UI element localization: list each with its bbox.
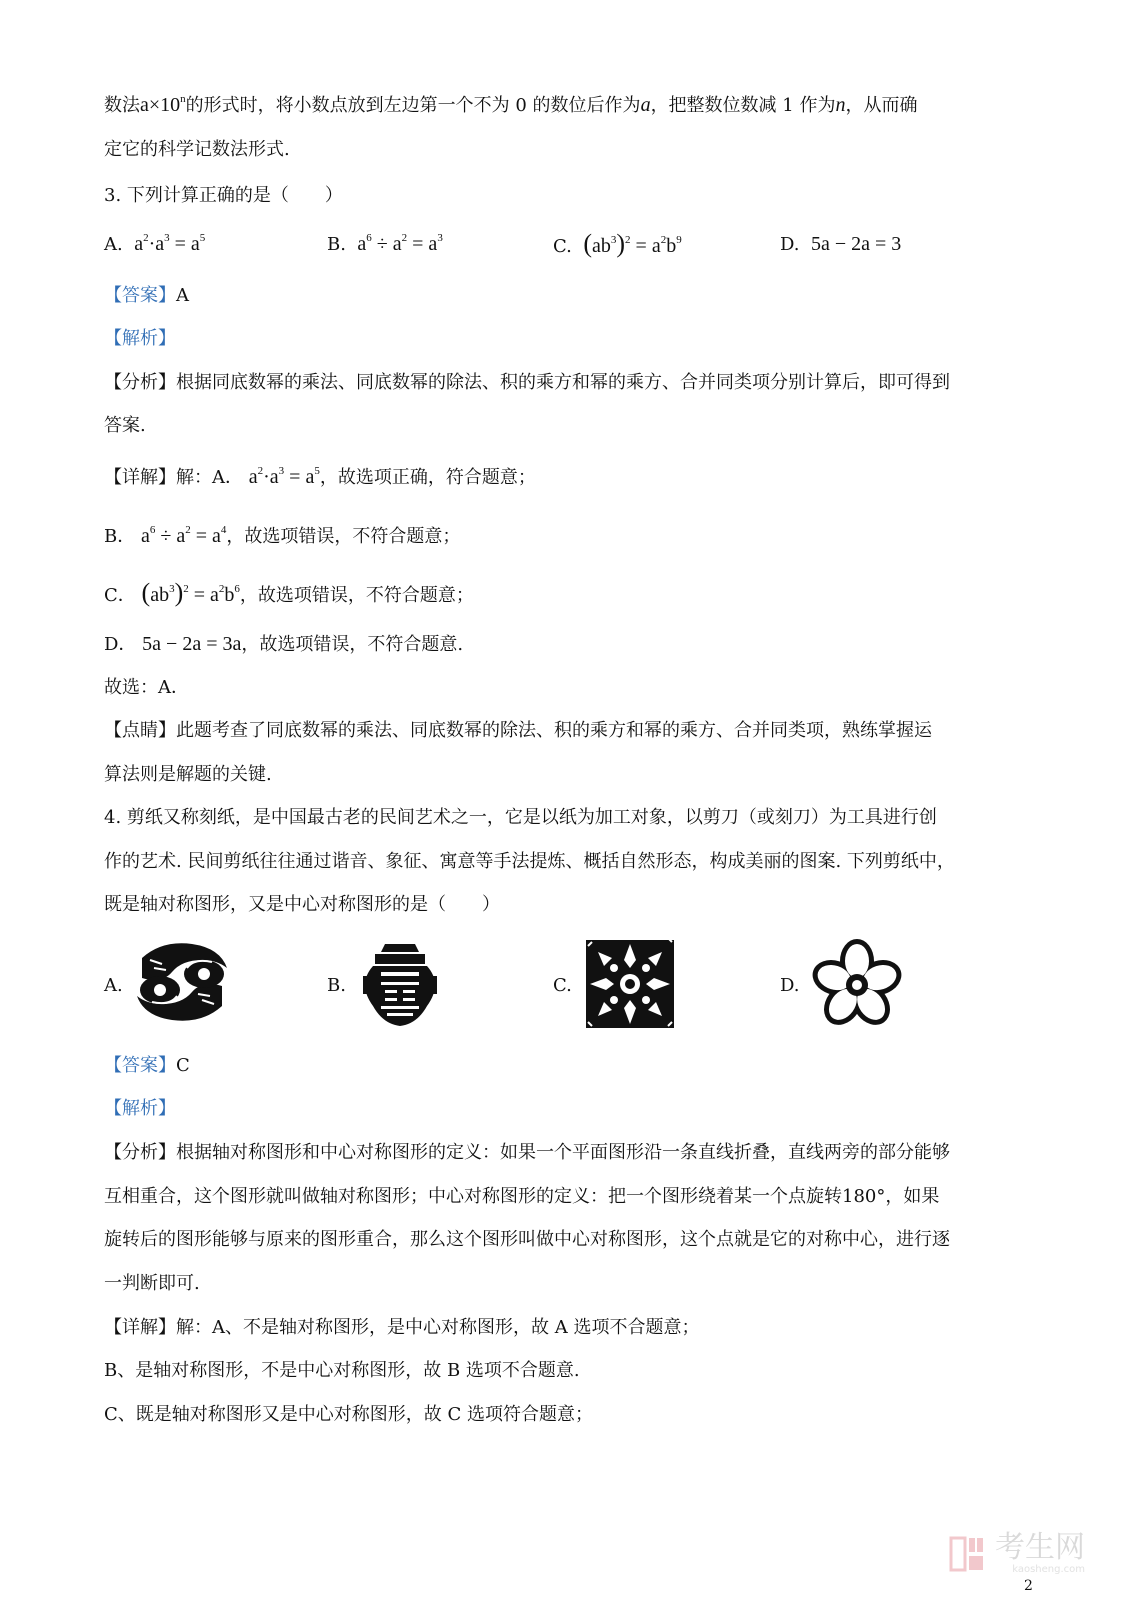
q4-option-a-label: A. (104, 975, 123, 996)
q4-option-b-label: B. (327, 975, 346, 996)
q3-stem: 3. 下列计算正确的是（ ） (104, 185, 343, 206)
papercut-b-image (355, 940, 445, 1030)
q4-fenxi-line-4: 一判断即可. (104, 1273, 200, 1294)
q3-option-b: B. $a^6 \div a^2 = a^3$ (327, 232, 443, 255)
watermark-logo-icon (949, 1534, 989, 1574)
q3-answer: 【答案】A (104, 285, 189, 306)
q3-dianjing-line-1: 【点睛】此题考查了同底数幂的乘法、同底数幂的除法、积的乘方和幂的乘方、合并同类项，熟练掌握运 (104, 720, 932, 741)
q3-detail-c: C． $(ab^3)^2 = a^2b^6$，故选项错误，不符合题意； (104, 578, 474, 607)
q4-analysis-tag: 【解析】 (104, 1098, 176, 1119)
q4-fenxi-line-1: 【分析】根据轴对称图形和中心对称图形的定义：如果一个平面图形沿一条直线折叠，直线两旁的部分能够 (104, 1142, 950, 1163)
q4-option-d-label: D. (780, 975, 800, 996)
q3-detail-a: 【详解】解：A． $a^2\cdot a^3 = a^5$，故选项正确，符合题意； (104, 465, 536, 488)
q4-detail-line-3: C、既是轴对称图形又是中心对称图形，故 C 选项符合题意； (104, 1404, 593, 1425)
q3-choose: 故选：A． (104, 677, 189, 698)
papercut-c-image (584, 938, 676, 1030)
q4-fenxi-line-3: 旋转后的图形能够与原来的图形重合，那么这个图形叫做中心对称图形，这个点就是它的对称中心，进行逐 (104, 1229, 950, 1250)
q4-fenxi-line-2: 互相重合，这个图形就叫做轴对称图形；中心对称图形的定义：把一个图形绕着某一个点旋转180°，如果 (104, 1186, 940, 1207)
watermark-brand: 考生网 (995, 1530, 1085, 1565)
intro-line-2: 定它的科学记数法形式. (104, 139, 290, 160)
intro-line-1: 数法$a\times 10^n$的形式时，将小数点放到左边第一个不为 0 的数位后作为a，把整数位数减 1 作为n，从而确 (104, 93, 918, 116)
q3-dianjing-line-2: 算法则是解题的关键. (104, 764, 272, 785)
q4-stem-line-1: 4. 剪纸又称刻纸，是中国最古老的民间艺术之一，它是以纸为加工对象，以剪刀（或刻刀）为工具进行创 (104, 807, 937, 828)
q4-detail-line-1: 【详解】解：A、不是轴对称图形，是中心对称图形，故 A 选项不合题意； (104, 1317, 700, 1338)
q4-stem-line-3: 既是轴对称图形，又是中心对称图形的是（ ） (104, 894, 500, 915)
q3-fenxi-line-2: 答案. (104, 415, 146, 436)
q4-stem-line-2: 作的艺术. 民间剪纸往往通过谐音、象征、寓意等手法提炼、概括自然形态，构成美丽的图案. 下列剪纸中， (104, 851, 955, 872)
q4-option-c-label: C. (553, 975, 572, 996)
sci-notation-expr: $a\times 10^n$ (140, 93, 186, 116)
q3-analysis-tag: 【解析】 (104, 328, 176, 349)
page-number: 2 (1024, 1578, 1033, 1594)
q4-detail-line-2: B、是轴对称图形，不是中心对称图形，故 B 选项不合题意. (104, 1360, 580, 1381)
watermark (949, 1532, 1085, 1575)
papercut-d-image (812, 938, 902, 1030)
q3-fenxi-line-1: 【分析】根据同底数幂的乘法、同底数幂的除法、积的乘方和幂的乘方、合并同类项分别计算后，即可得到 (104, 372, 950, 393)
watermark-url: kaosheng.com (1012, 1564, 1085, 1575)
q3-option-d: D. 5a − 2a = 3 (780, 233, 902, 255)
q3-detail-b: B． $a^6 \div a^2 = a^4$，故选项错误，不符合题意； (104, 524, 461, 547)
q3-option-c: C. $(ab^3)^2 = a^2b^9$ (553, 229, 682, 258)
q3-detail-d: D． 5a − 2a = 3a，故选项错误，不符合题意. (104, 633, 464, 655)
q4-answer: 【答案】C (104, 1055, 190, 1076)
q3-option-a: A. $a^2\cdot a^3 = a^5$ (104, 232, 206, 255)
papercut-a-image (132, 938, 232, 1026)
